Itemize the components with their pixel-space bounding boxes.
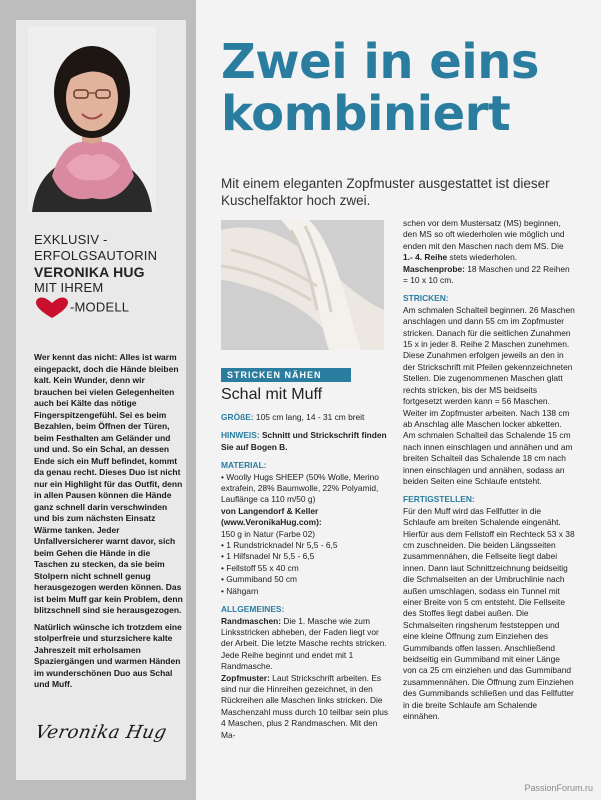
material-line: • Nähgarn	[221, 585, 259, 596]
randmaschen-label: Randmaschen:	[221, 615, 282, 626]
hinweis-text: Schnitt und Strickschrift finden Sie auf Bogen B.	[221, 430, 387, 452]
zopfmuster-label: Zopfmuster:	[221, 672, 270, 683]
zopfmuster-text: Laut Strickschrift arbeiten. Es sind nur die Hinreihen gezeichnet, in den Rückreihen alle Maschen links stricken. Die Maschenzahl muss durch 10 teilbar sein plus 4 Maschen, plus 2 Randmaschen. Mit den Ma-	[221, 672, 389, 740]
headline-line-2: kombiniert	[221, 86, 511, 142]
intro-paragraph	[403, 218, 575, 286]
material-line: • Woolly Hugs SHEEP (50% Wolle, Merino extrafein, 28% Baumwolle, 22% Polyamid, Lauflänge ca 110 m/50 g)	[221, 471, 379, 505]
mit-ihrem-line: MIT IHREM	[34, 280, 104, 295]
modell-line	[34, 297, 184, 319]
category-tag: STRICKEN NÄHEN	[221, 368, 351, 382]
allgemeines-paragraph	[221, 604, 393, 741]
material-line: • Fellstoff 55 x 40 cm	[221, 562, 299, 573]
hinweis-paragraph	[221, 430, 393, 453]
exklusiv-line-1: EXKLUSIV -	[34, 232, 108, 247]
author-letter	[34, 352, 184, 696]
groesse-text: 105 cm lang, 14 - 31 cm breit	[253, 412, 365, 422]
material-line: 150 g in Natur (Farbe 02)	[221, 528, 316, 539]
exklusiv-line-2: ERFOLGSAUTORIN	[34, 248, 158, 263]
page-subline: Mit einem eleganten Zopfmuster ausgestattet ist dieser Kuschelfaktor hoch zwei.	[221, 176, 550, 208]
stricken-paragraph	[403, 293, 575, 487]
material-line: • 1 Rundstricknadel Nr 5,5 - 6,5	[221, 540, 338, 551]
maschenprobe-text: 18 Maschen und 22 Reihen = 10 x 10 cm.	[403, 263, 570, 286]
sidebar	[0, 0, 196, 800]
author-photo	[28, 26, 156, 212]
page-headline	[221, 36, 591, 140]
fertigstellen-text: Für den Muff wird das Fellfutter in die Schlaufe am breiten Schalende eingenäht. Hierfür aus dem Fellstoff ein Rechteck 53 x 38 cm zuschneiden. Die beiden Längsseiten zusammennähen, die Fellseite liegt dabei innen. Dann laut Schnittzeichnung beidseitig die Schmalseiten an der Umbruchlinie nach außen umschlagen, sodass ein Tunnel mit einer Breite von 5 cm entsteht. Die Fellseite des Stoffes liegt dabei außen. Die Schmalseiten ringsherum feststeppen und eine kleine Öffnung zum Einziehen des Gummibands offen lassen. Anschließend beidseitig ein Gummiband mit einer Länge von ca 25 cm einziehen und das Gummiband zusammennähen. Die Öffnung zum Einziehen des Gummibands schließen und das Fellfutter in die breite Schlaufe am Schalende einnähen.	[403, 505, 575, 722]
material-label: MATERIAL:	[221, 460, 267, 471]
groesse-label: GRÖßE:	[221, 412, 254, 422]
hinweis-label: HINWEIS:	[221, 430, 260, 441]
maschenprobe-label: Maschenprobe:	[403, 263, 465, 274]
author-portrait-image	[28, 26, 156, 212]
author-signature: Veronika Hug	[33, 722, 169, 743]
watermark: PassionForum.ru	[524, 783, 593, 793]
author-intro	[34, 232, 184, 319]
letter-paragraph-2: Natürlich wünsche ich trotzdem eine stolperfreie und sturzsichere kalte Jahreszeit mit erholsamen Spaziergängen und warmen Händen im wunderschönen Duo aus Schal und Muff.	[34, 621, 182, 689]
headline-line-1: Zwei in eins	[221, 34, 539, 90]
scarf-photo	[221, 220, 384, 350]
intro-bold: 1.- 4. Reihe	[403, 252, 448, 263]
material-line: (www.VeronikaHug.com):	[221, 517, 322, 528]
stricken-label: STRICKEN:	[403, 293, 449, 304]
randmaschen-text: Die 1. Masche wie zum Linksstricken abheben, der Faden liegt vor der Arbeit. Die letzte Masche rechts stricken. Jede Reihe beginnt und endet mit 1 Randmasche.	[221, 615, 387, 672]
scarf-image	[221, 220, 384, 350]
heart-icon	[34, 297, 70, 319]
material-line: • Gummiband 50 cm	[221, 574, 298, 585]
instructions-column-2	[403, 218, 575, 729]
material-line: • 1 Hilfsnadel Nr 5,5 - 6,5	[221, 551, 315, 562]
article-title: Schal mit Muff	[221, 386, 323, 403]
material-line: von Langendorf & Keller	[221, 505, 319, 516]
fertigstellen-label: FERTIGSTELLEN:	[403, 494, 475, 505]
stricken-text: Am schmalen Schalteil beginnen. 26 Maschen anschlagen und dann 55 cm im Zopfmuster stricken. Danach für die seitlichen Zunahmen 15 x in jeder 8. Reihe 2 Maschen zunehmen. Diese Zunahmen erfolgen jeweils an den in der Strickschrift mit Pfeilen gekennzeichneten Stellen. Die zugenommenen Maschen glatt rechts stricken, bis der MS beidseits fortgesetzt werden kann = 56 Maschen. Weiter im Zopfmuster arbeiten. Nach 138 cm ab Anschlag alle Maschen locker abketten. Am schmalen Schalteil das Schalende 15 cm nach innen einschlagen und annähen und am breiten Schalteil das Schalende 18 cm nach innen einschlagen und annähen, sodass an beiden Seiten eine Schlaufe entsteht.	[403, 304, 575, 486]
allgemeines-label: ALLGEMEINES:	[221, 604, 285, 615]
material-paragraph	[221, 460, 393, 597]
intro-text: schen vor dem Mustersatz (MS) beginnen, den MS so oft wiederholen wie möglich und enden mit den Maschen nach dem MS. Die	[403, 218, 565, 251]
groesse-paragraph	[221, 412, 393, 423]
fertigstellen-paragraph	[403, 494, 575, 722]
author-name: VERONIKA HUG	[34, 264, 145, 280]
letter-paragraph-1: Wer kennt das nicht: Alles ist warm eingepackt, doch die Hände bleiben kalt. Kein Wunder, denn wir brauchen bei vielen Gelegenheiten auch bei Kälte das nötige Fingerspitzengefühl. Sei es beim Bezahlen, beim Öffnen der Türen, beim Festhalten am Geländer und und und. So ein Schal, an dessen Ende sich ein Muff befindet, kommt da genau recht. Dieses Duo ist nicht nur ein Highlight für das Outfit, denn in allen Pausen können die Hände ganz schnell darin verschwinden und bis zum nächsten Einsatz Wärme tanken. Jeder Unfallversicherer warnt davor, sich beim Gehen die Hände in die Taschen zu stecken, da sie beim Stolpern nicht schnell genug herausgezogen werden können. Das ist beim Muff gar kein Problem, denn blitzschnell sind sie herausgezogen.	[34, 352, 183, 615]
instructions-column-1	[221, 412, 393, 748]
intro-end: stets wiederholen.	[447, 252, 518, 263]
modell-label: -MODELL	[70, 299, 130, 315]
